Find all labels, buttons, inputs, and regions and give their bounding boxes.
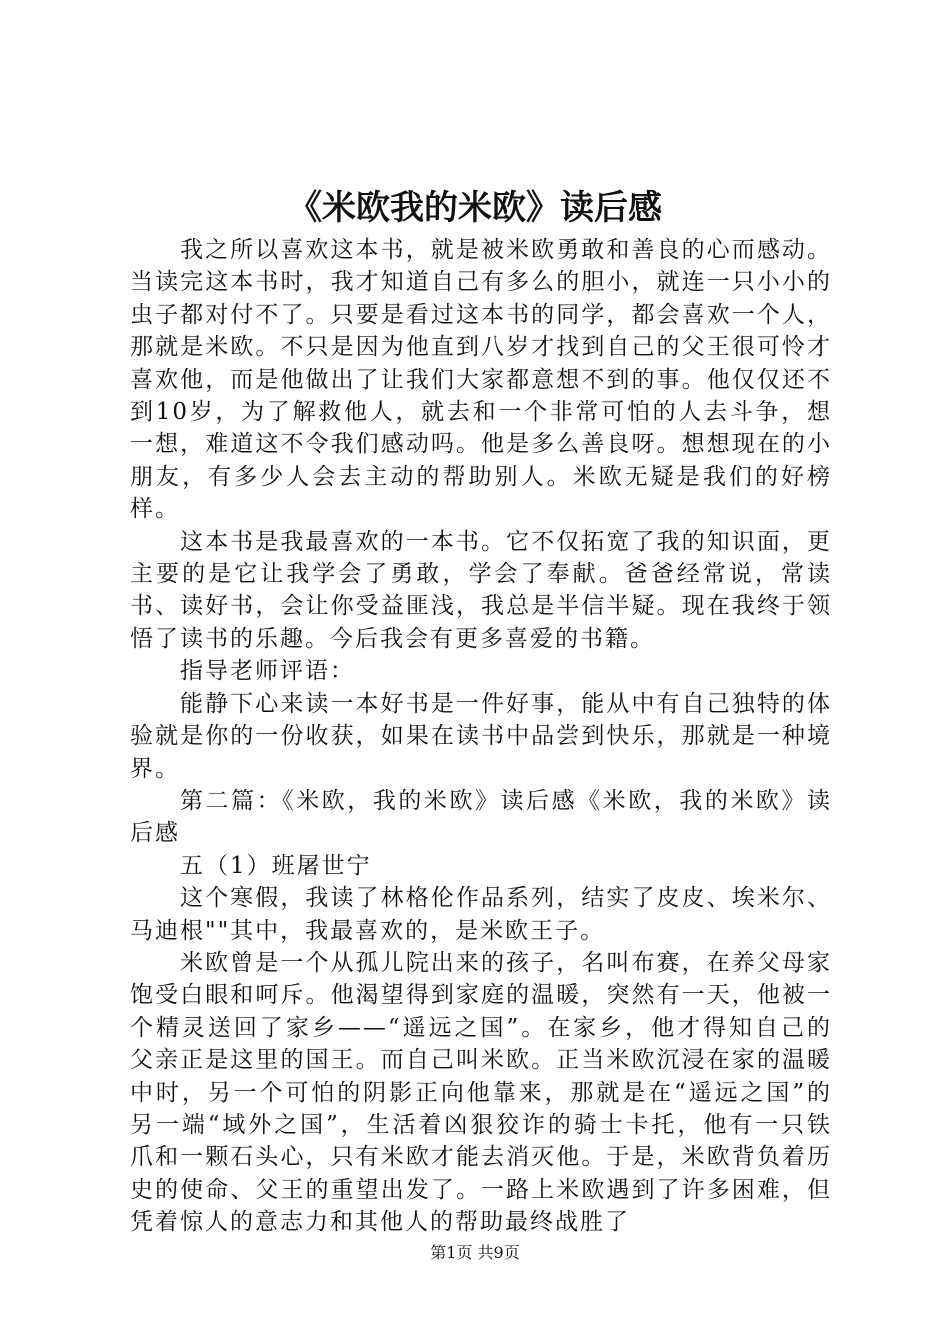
paragraph: 五（1）班屠世宁 (180, 852, 372, 879)
paragraph: 我之所以喜欢这本书，就是被米欧勇敢和善良的心而感动。当读完这本书时，我才知道自己有多么的胆小，就连一只小小的虫子都对付不了。只要是看过这本书的同学，都会喜欢一个人，那就是米欧。不只是因为他直到八岁才找到自己的父王很可怜才喜欢他，而是他做出了让我们大家都意想不到的事。他仅仅还不到10岁，为了解救他人，就去和一个非常可怕的人去斗争，想一想，难道这不令我们感动吗。他是多么善良呀。想想现在的小朋友，有多少人会去主动的帮助别人。米欧无疑是我们的好榜样。 (130, 237, 832, 523)
paragraph: 指导老师评语： (180, 658, 355, 685)
paragraph: 米欧曾是一个从孤儿院出来的孩子，名叫布赛，在养父母家饱受白眼和呵斥。他渴望得到家庭的温暖，突然有一天，他被一个精灵送回了家乡——“遥远之国”。在家乡，他才得知自己的父亲正是这里的国王。而自己叫米欧。正当米欧沉浸在家的温暖中时，另一个可怕的阴影正向他靠来，那就是在“遥远之国”的另一端“域外之国”，生活着凶狠狡诈的骑士卡托，他有一只铁爪和一颗石头心，只有米欧才能去消灭他。于是，米欧背负着历史的使命、父王的重望出发了。一路上米欧遇到了许多困难，但凭着惊人的意志力和其他人的帮助最终战胜了 (130, 949, 832, 1236)
page-footer: 第1页 共9页 (430, 1243, 520, 1262)
page-title: 《米欧我的米欧》读后感 (288, 188, 662, 228)
paragraph: 这本书是我最喜欢的一本书。它不仅拓宽了我的知识面，更主要的是它让我学会了勇敢，学会了奉献。爸爸经常说，常读书、读好书，会让你受益匪浅，我总是半信半疑。现在我终于领悟了读书的乐趣。今后我会有更多喜爱的书籍。 (130, 528, 832, 652)
paragraph: 能静下心来读一本好书是一件好事，能从中有自己独特的体验就是你的一份收获，如果在读书中品尝到快乐，那就是一种境界。 (130, 690, 832, 782)
paragraph: 第二篇：《米欧，我的米欧》读后感《米欧，我的米欧》读后感 (130, 787, 832, 847)
document-body (130, 234, 832, 1239)
paragraph: 这个寒假，我读了林格伦作品系列，结实了皮皮、埃米尔、马迪根""其中，我最喜欢的，是米欧王子。 (130, 885, 832, 944)
